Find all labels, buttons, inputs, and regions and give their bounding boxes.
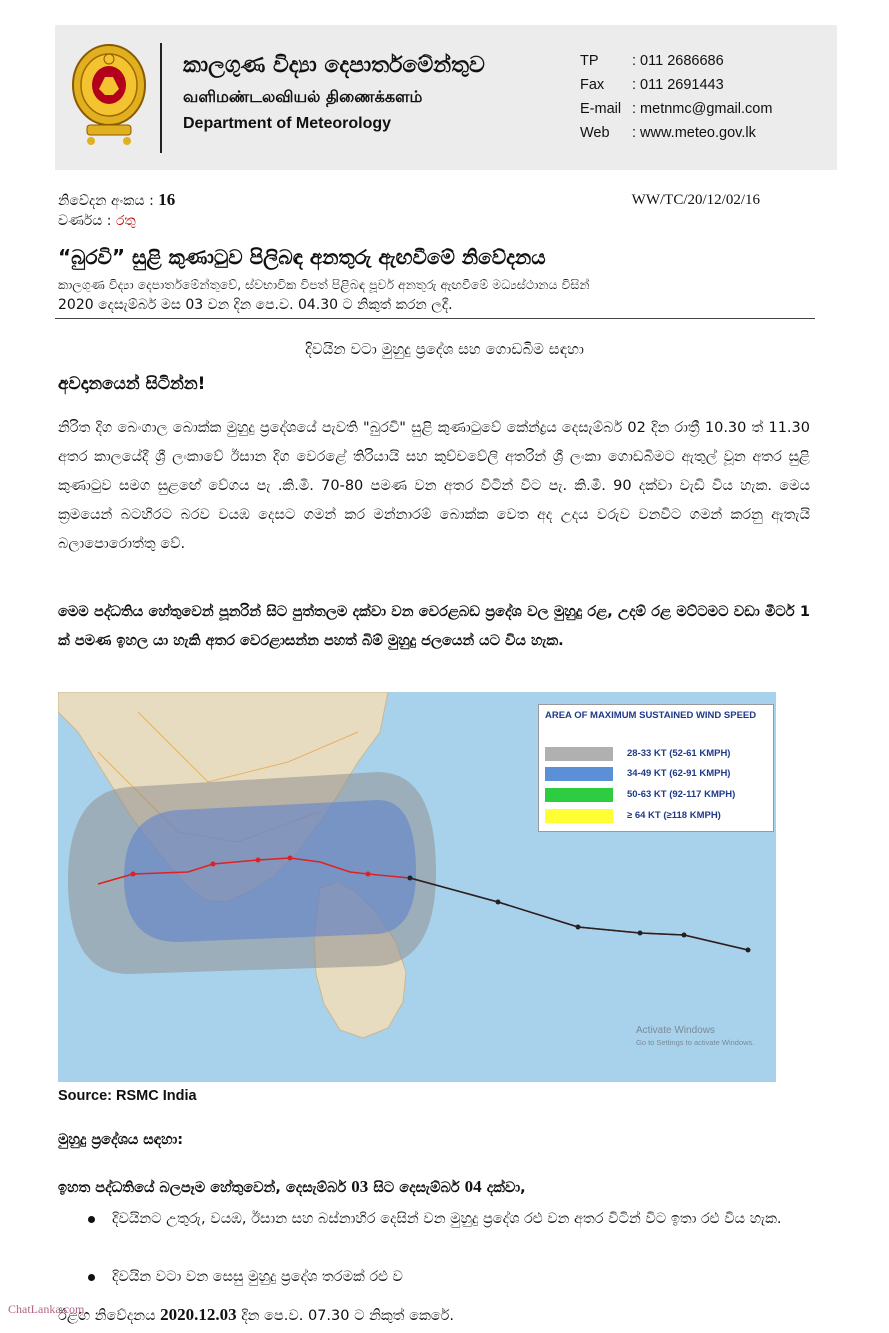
bullet-icon [88,1216,95,1223]
department-name-sinhala: කාලගුණ විද්‍යා දෙපාර්තමේන්තුව [183,53,485,78]
legend-item: 28-33 KT (52-61 KMPH) [545,747,769,761]
list-item: දිවයිනට උතුරු, වයඹ, ඊසාන සහ බස්නාහිර දෙසින් වන මුහුදු ප්‍රදේශ රළු වන අතර විටින් විට ඉතා රළු විය හැක. [88,1205,808,1234]
notice-title: “බුරවි” සුළි කුණාටුව පිලිබඳ අනතුරු ඇඟවීමේ නිවේදනය [58,245,546,269]
letterhead [55,25,837,170]
notice-number: නිවේදන අංකය : 16 [58,190,176,209]
department-name-tamil: வளிமண்டலவியல் திணைக்களம் [183,87,423,106]
region-heading: දිවයින වටා මුහුදු ප්‍රදේශ සහ ගොඩබිම සඳහා [305,340,584,358]
activation-watermark-sub: Go to Settings to activate Windows. [636,1038,755,1047]
notice-reference-code: WW/TC/20/12/02/16 [631,192,760,208]
next-notice: ඊළඟ නිවේදනය 2020.12.03 දින පෙ.ව. 07.30 ට නිකුත් කෙරේ. [58,1305,454,1324]
sea-area-heading: මුහුදු ප්‍රදේශය සඳහා: [58,1132,184,1148]
activation-watermark: Activate Windows [636,1025,715,1036]
cyclone-track-map [58,692,776,1082]
wind-speed-legend [538,704,774,832]
list-item: දිවයින වටා වන සෙසු මුහුදු ප්‍රදේශ තරමක් රළු ව [88,1263,808,1292]
legend-item: ≥ 64 KT (≥118 KMPH) [545,809,769,823]
alert-heading: අවදානයෙන් සිටින්න! [58,374,206,394]
contact-email: E-mail : metnmc@gmail.com [580,101,773,117]
notice-color: වර්ණය : රතු [58,213,136,229]
contact-fax: Fax : 011 2691443 [580,77,724,93]
legend-title: AREA OF MAXIMUM SUSTAINED WIND SPEED [545,710,757,721]
legend-swatch-yellow [545,809,613,823]
contact-phone: TP : 011 2686686 [580,53,724,69]
site-watermark: ChatLanka.com [8,1302,85,1316]
sri-lanka-emblem-icon [69,37,149,149]
issue-date-line: 2020 දෙසැම්බර් මස 03 වන දින පෙ.ව. 04.30 ට නිකුත් කරන ලදී. [58,297,453,313]
storm-surge-warning: මෙම පද්ධතිය හේතුවෙන් පූනරින් සිට පුත්තලම දක්වා වන වෙරළබඩ ප්‍රදේශ වල මුහුදු රළ, උදම් රළ මට්ටමට වඩා මීටර් 1 ක් පමණ ඉහල යා හැකි අතර වෙරළාසන්න පහත් බිම් මුහුදු ජලයෙන් යට විය හැක. [58,604,810,649]
legend-swatch-grey [545,747,613,761]
legend-swatch-green [545,788,613,802]
title-rule [55,318,815,319]
map-source: Source: RSMC India [58,1088,197,1104]
department-name-english: Department of Meteorology [183,115,392,132]
header-divider [160,43,162,153]
cyclone-description: නිරිත දිග බෙංගාල බොක්ක මුහුදු ප්‍රදේශයේ පැවති "බුරවි" සුළි කුණාටුවේ කේන්ද්‍රය දෙසැම්බර් 02 දින රාත්‍රී 10.30 ත් 11.30 අතර කාලයේදී ශ්‍රී ලංකාවේ ඊසාන දිග වෙරළේ තිරියායි සහ කුච්චවේලි අතරින් ශ්‍රී ලංකා ගොඩබිමට ඇතුල් වූන අතර සුළි කුණාටුව සමග සුළඟේ වේගය පැ .කි.මී. 70-80 පමණ වන අතර විටින් විට පැ. කි.මී. 90 දක්වා වැඩි විය හැක. මෙය ක්‍රමයෙන් බටහිරට බරව වයඹ දෙසට ගමන් කර මන්නාරම් බොක්ක වෙත අද උදය වරුව වනවිට ගමන් කරනු ඇතැයි බලාපොරොත්තු වේ. [58,420,810,552]
legend-item: 50-63 KT (92-117 KMPH) [545,788,769,802]
issuer-line: කාලගුණ විද්‍යා දෙපාර්තමේන්තුවේ, ස්වභාවික විපත් පිළිබඳ පූර්ව අනතුරු ඇඟවීමේ මධ්‍යස්ථානය විසින් [58,277,590,292]
sea-area-intro: ඉහත පද්ධතියේ බලපෑම හේතුවෙන්, දෙසැම්බර් 03 සිට දෙසැම්බර් 04 දක්වා, [58,1177,526,1196]
legend-swatch-blue [545,767,613,781]
contact-web: Web : www.meteo.gov.lk [580,125,756,141]
bullet-icon [88,1274,95,1281]
legend-item: 34-49 KT (62-91 KMPH) [545,767,769,781]
